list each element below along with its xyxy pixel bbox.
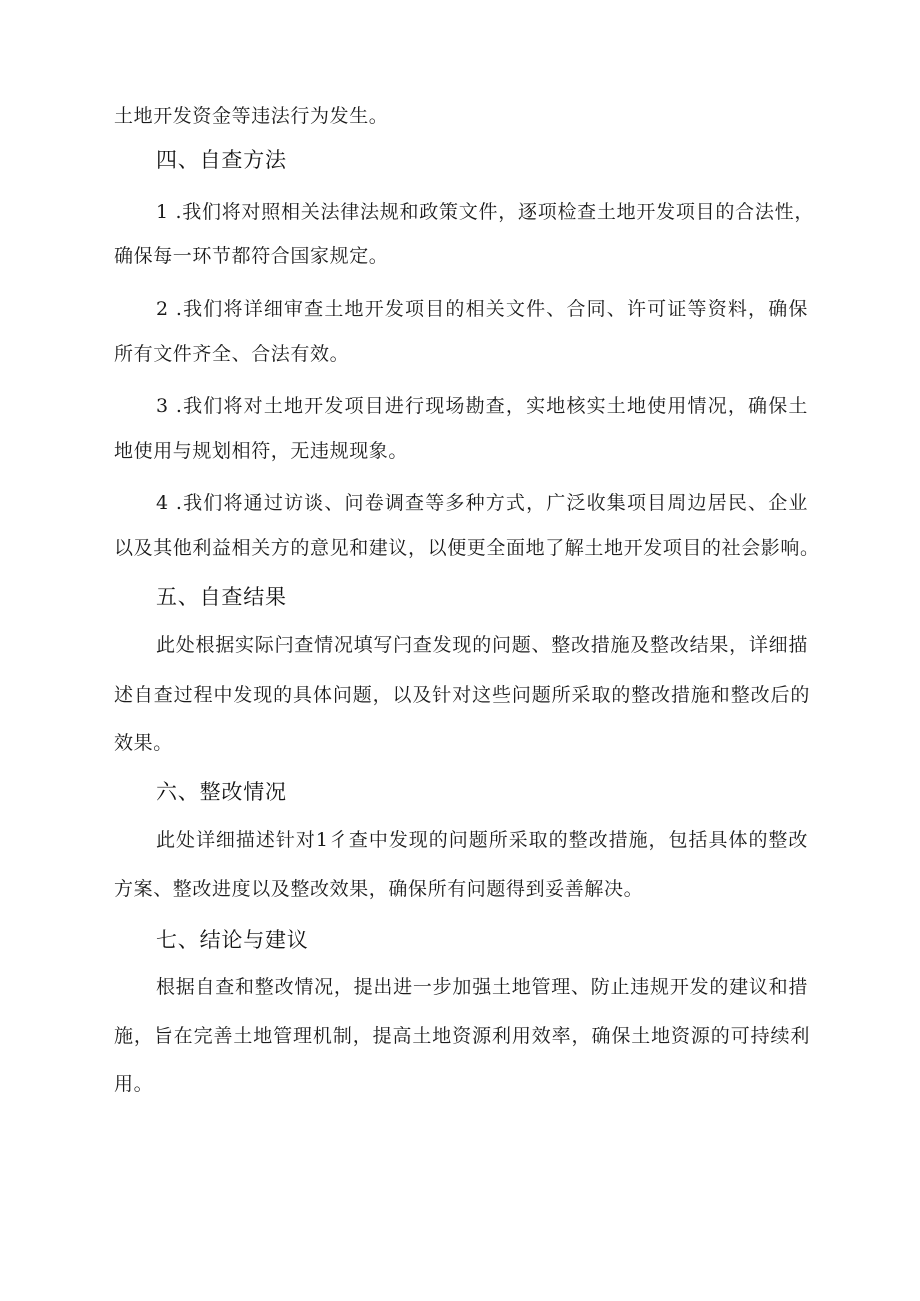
- section-4-item-2-line-2: 所有文件齐全、合法有效。: [114, 343, 350, 365]
- section-4-item-2-line-1: 2 .我们将详细审查土地开发项目的相关文件、合同、许可证等资料，确保: [156, 298, 808, 320]
- section-4-item-1-line-1: 1 .我们将对照相关法律法规和政策文件，逐项检查土地开发项目的合法性，: [156, 201, 814, 223]
- section-5-line-3: 效果。: [114, 732, 173, 754]
- section-4-item-3-line-2: 地使用与规划相符，无违规现象。: [114, 440, 409, 462]
- section-6-line-1: 此处详细描述针对1彳查中发现的问题所采取的整改措施，包括具体的整改: [156, 829, 808, 851]
- section-4-item-4-line-2: 以及其他利益相关方的意见和建议，以便更全面地了解土地开发项目的社会影响。: [114, 537, 820, 559]
- section-7-line-2: 施，旨在完善土地管理机制，提高土地资源利用效率，确保土地资源的可持续利: [114, 1025, 810, 1047]
- section-4-item-4-line-1: 4 .我们将通过访谈、问卷调查等多种方式，广泛收集项目周边居民、企业: [156, 492, 808, 514]
- section-7-line-1: 根据自查和整改情况，提出进一步加强土地管理、防止违规开发的建议和措: [156, 976, 808, 998]
- section-7-heading: 七、结论与建议: [156, 928, 309, 952]
- intro-tail-line: 土地开发资金等违法行为发生。: [114, 105, 389, 127]
- section-4-heading: 四、自查方法: [156, 148, 287, 172]
- section-6-heading: 六、整改情况: [156, 780, 287, 804]
- section-4-item-3-line-1: 3 .我们将对土地开发项目进行现场勘查，实地核实土地使用情况，确保土: [156, 395, 808, 417]
- section-6-line-2: 方案、整改进度以及整改效果，确保所有问题得到妥善解决。: [114, 878, 644, 900]
- section-4-item-1-line-2: 确保每一环节都符合国家规定。: [114, 245, 389, 267]
- section-7-line-3: 用。: [114, 1073, 154, 1095]
- section-5-line-1: 此处根据实际闩查情况填写闩查发现的问题、整改措施及整改结果，详细描: [156, 634, 808, 656]
- section-5-heading: 五、自查结果: [156, 585, 287, 609]
- section-5-line-2: 述自查过程中发现的具体问题，以及针对这些问题所采取的整改措施和整改后的: [114, 684, 810, 706]
